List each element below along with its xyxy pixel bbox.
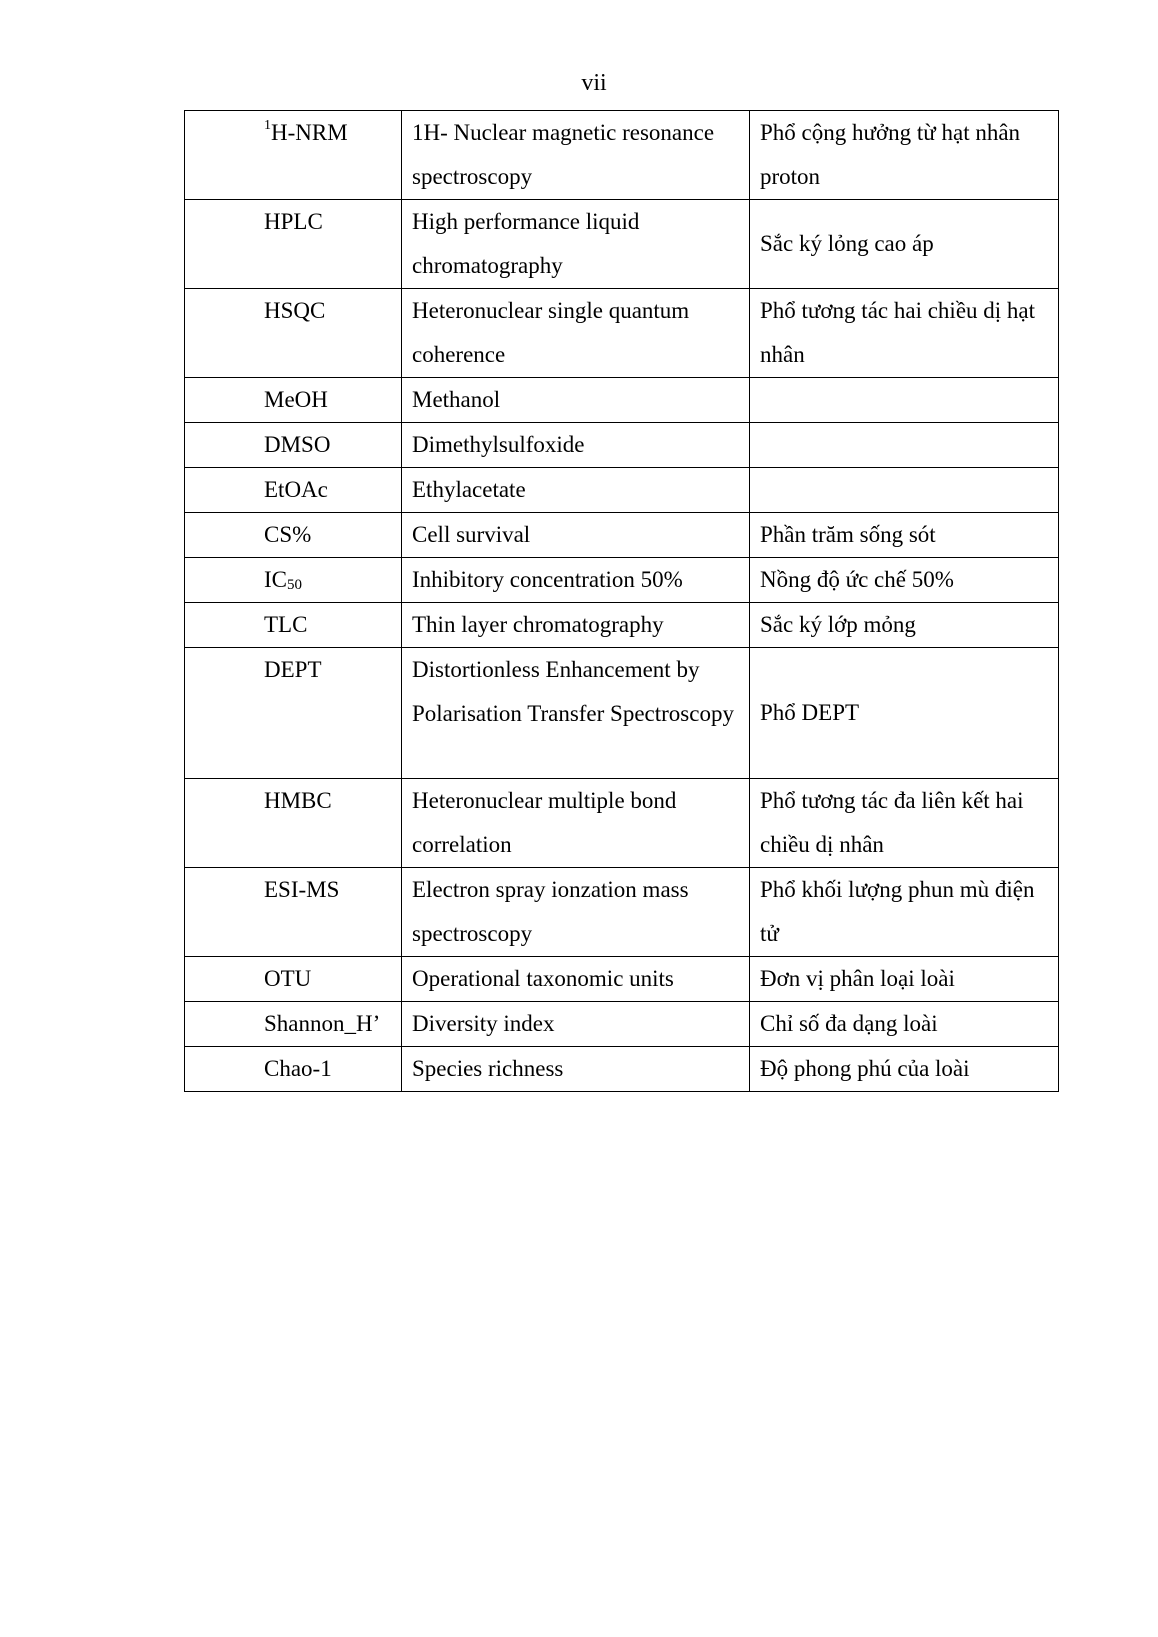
vietnamese-term-cell: Phần trăm sống sót [750, 513, 1059, 558]
vietnamese-term-cell: Chỉ số đa dạng loài [750, 1002, 1059, 1047]
vietnamese-term-cell [750, 378, 1059, 423]
subscript: 50 [287, 577, 302, 593]
english-term-cell: Dimethylsulfoxide [402, 423, 750, 468]
table-row [185, 957, 1059, 1002]
table-row [185, 513, 1059, 558]
abbreviation-cell: DEPT [185, 648, 402, 779]
table-row [185, 648, 1059, 779]
table-row [185, 868, 1059, 957]
abbreviation-cell: HMBC [185, 779, 402, 868]
abbreviation-cell: TLC [185, 603, 402, 648]
abbreviations-table [184, 110, 1059, 1092]
abbreviation-cell: $^1$H-NRM [185, 111, 402, 200]
abbreviation-cell: HPLC [185, 200, 402, 289]
english-term-cell: High performance liquid chromatography [402, 200, 750, 289]
vietnamese-term-cell: Phổ tương tác đa liên kết hai chiều dị nhân [750, 779, 1059, 868]
english-term-cell: Operational taxonomic units [402, 957, 750, 1002]
superscript: 1 [264, 118, 271, 134]
vietnamese-term-cell: Sắc ký lỏng cao áp [750, 200, 1059, 289]
abbreviation-cell: OTU [185, 957, 402, 1002]
english-term-cell: Heteronuclear single quantum coherence [402, 289, 750, 378]
abbreviation-cell: EtOAc [185, 468, 402, 513]
page-number: vii [581, 70, 607, 96]
vietnamese-term-cell [750, 468, 1059, 513]
vietnamese-term-cell [750, 423, 1059, 468]
table-row [185, 558, 1059, 603]
english-term-cell: Methanol [402, 378, 750, 423]
english-term-cell: 1H- Nuclear magnetic resonance spectroscopy [402, 111, 750, 200]
table-row [185, 1047, 1059, 1092]
abbreviation-cell: $IC_{50}$ [185, 558, 402, 603]
vietnamese-term-cell: Phổ DEPT [750, 648, 1059, 779]
english-term-cell: Thin layer chromatography [402, 603, 750, 648]
english-term-cell: Ethylacetate [402, 468, 750, 513]
abbreviation-cell: ESI-MS [185, 868, 402, 957]
table-row [185, 200, 1059, 289]
english-term-cell: Distortionless Enhancement by Polarisation Transfer Spectroscopy [402, 648, 750, 779]
vietnamese-term-cell: Nồng độ ức chế 50% [750, 558, 1059, 603]
abbreviation-cell: DMSO [185, 423, 402, 468]
table-row [185, 289, 1059, 378]
vietnamese-term-cell: Phổ khối lượng phun mù điện tử [750, 868, 1059, 957]
table-row [185, 603, 1059, 648]
table-row [185, 423, 1059, 468]
english-term-cell: Species richness [402, 1047, 750, 1092]
abbreviation-cell: CS% [185, 513, 402, 558]
vietnamese-term-cell: Độ phong phú của loài [750, 1047, 1059, 1092]
vietnamese-term-cell: Phổ tương tác hai chiều dị hạt nhân [750, 289, 1059, 378]
abbreviation-cell: Chao-1 [185, 1047, 402, 1092]
table-row [185, 1002, 1059, 1047]
vietnamese-term-cell: Sắc ký lớp mỏng [750, 603, 1059, 648]
english-term-cell: Cell survival [402, 513, 750, 558]
table-row [185, 378, 1059, 423]
table-row [185, 779, 1059, 868]
vietnamese-term-cell: Phổ cộng hưởng từ hạt nhân proton [750, 111, 1059, 200]
abbreviation-cell: MeOH [185, 378, 402, 423]
abbreviation-cell: HSQC [185, 289, 402, 378]
english-term-cell: Inhibitory concentration 50% [402, 558, 750, 603]
abbreviation-cell: Shannon_H’ [185, 1002, 402, 1047]
table-row [185, 111, 1059, 200]
table-row [185, 468, 1059, 513]
english-term-cell: Diversity index [402, 1002, 750, 1047]
english-term-cell: Heteronuclear multiple bond correlation [402, 779, 750, 868]
vietnamese-term-cell: Đơn vị phân loại loài [750, 957, 1059, 1002]
english-term-cell: Electron spray ionzation mass spectroscopy [402, 868, 750, 957]
